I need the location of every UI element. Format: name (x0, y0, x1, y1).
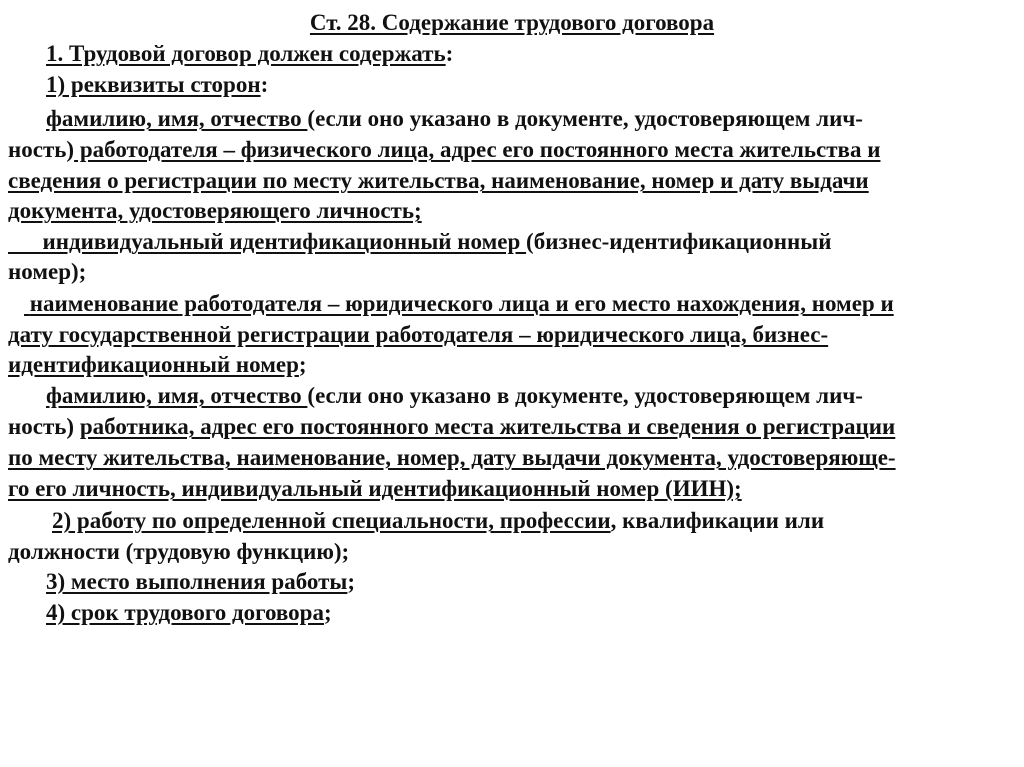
employee-details-3: го его личность, индивидуальный идентификационный номер (ИИН); (8, 476, 742, 501)
item-4 (46, 598, 332, 627)
item-1-text: 1) реквизиты сторон (46, 72, 261, 97)
employer-fio: фамилию, имя, отчество (46, 106, 308, 131)
legal-line-1 (24, 289, 894, 318)
legal-line-2 (8, 320, 828, 349)
employee-details-2: по месту жительства, наименование, номер, дату выдачи документа, удостоверяюще- (8, 445, 896, 470)
iin-label: индивидуальный идентификационный номер (42, 229, 527, 254)
employee-details-line-1 (8, 412, 895, 441)
employer-details-line-2 (8, 166, 869, 195)
article-title (0, 8, 1024, 37)
item-3 (46, 567, 355, 596)
item-2-line2: должности (трудовую функцию); (8, 539, 350, 564)
item-3-text: 3) место выполнения работы (46, 569, 348, 594)
employee-fio-note-end: ность) (8, 414, 80, 439)
iin-note: (бизнес-идентификационный (526, 229, 832, 254)
employer-fio-note-end: ность) (8, 137, 75, 162)
employer-fio-line (46, 104, 863, 133)
item-2-rest: , квалификации или (610, 508, 825, 533)
employer-fio-note: (если оно указано в документе, удостоверяющем лич- (307, 106, 863, 131)
clause-1-text: 1. Трудовой договор должен содержать (46, 41, 446, 66)
employer-details-line-1 (8, 135, 880, 164)
clause-1-colon: : (445, 41, 454, 66)
employee-fio-line (46, 381, 863, 410)
employee-fio: фамилию, имя, отчество (46, 383, 308, 408)
employee-details-line-3 (8, 474, 742, 503)
iin-note-end: номер); (8, 259, 87, 284)
legal-line-3 (8, 350, 307, 379)
employee-details-line-2 (8, 443, 896, 472)
employer-details-3: документа, удостоверяющего личность; (8, 198, 422, 223)
employer-details-1: работодателя – физического лица, адрес его постоянного места жительства и (74, 137, 881, 162)
employee-details-1: работника, адрес его постоянного места жительства и сведения о регистрации (79, 414, 896, 439)
item-3-end: ; (347, 569, 356, 594)
item-2-line-2 (8, 537, 349, 566)
legal-3: идентификационный номер (8, 352, 299, 377)
iin-line-2 (8, 257, 86, 286)
employee-fio-note: (если оно указано в документе, удостоверяющем лич- (307, 383, 863, 408)
clause-1 (46, 39, 453, 68)
legal-3-end: ; (298, 352, 307, 377)
item-4-end: ; (323, 600, 332, 625)
item-1 (46, 70, 268, 99)
employer-details-2: сведения о регистрации по месту жительства, наименование, номер и дату выдачи (8, 168, 869, 193)
item-2-text: 2) работу по определенной специальности, профессии (52, 508, 611, 533)
legal-1: наименование работодателя – юридического лица и его место нахождения, номер и (29, 291, 894, 316)
employer-details-line-3 (8, 196, 422, 225)
iin-indent (8, 229, 43, 254)
item-2 (52, 506, 824, 535)
item-4-text: 4) срок трудового договора (46, 600, 324, 625)
legal-2: дату государственной регистрации работодателя – юридического лица, бизнес- (8, 322, 829, 347)
article-title-text: Ст. 28. Содержание трудового договора (309, 10, 715, 35)
iin-line (8, 227, 832, 256)
item-1-colon: : (260, 72, 269, 97)
